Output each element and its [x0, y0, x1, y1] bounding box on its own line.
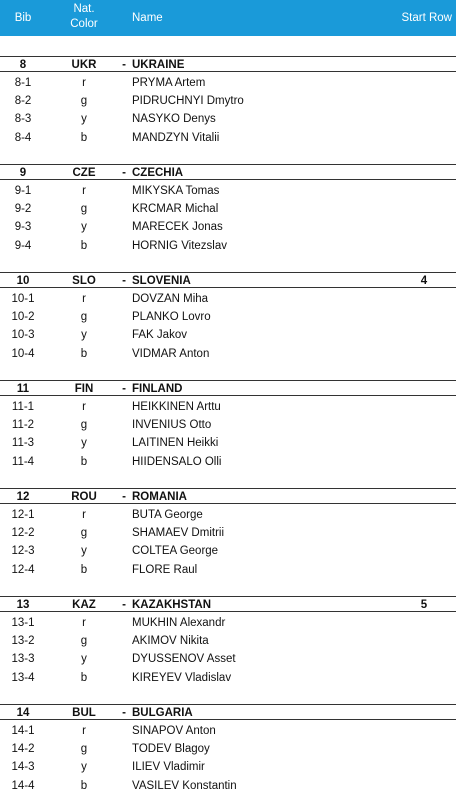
athlete-name: KRCMAR Michal — [132, 203, 219, 216]
team-dash: - — [122, 491, 126, 503]
athlete-bib: 8-3 — [14, 113, 32, 126]
athlete-color: g — [80, 311, 88, 324]
athlete-name: PRYMA Artem — [132, 77, 206, 89]
athlete-bib: 14-4 — [11, 779, 35, 792]
athlete-bib: 10-4 — [11, 347, 35, 360]
athlete-color: b — [80, 239, 88, 252]
athlete-name: HORNIG Vitezslav — [132, 239, 228, 252]
athlete-row — [0, 632, 456, 650]
athlete-bib: 12-2 — [11, 527, 35, 540]
athlete-name: INVENIUS Otto — [132, 419, 212, 432]
athlete-row — [0, 650, 456, 668]
athlete-row — [0, 182, 456, 200]
athlete-name: TODEV Blagoy — [132, 743, 210, 756]
team-name: ROMANIA — [132, 491, 187, 503]
team-dash: - — [122, 707, 126, 719]
athlete-color: y — [81, 761, 87, 774]
athlete-color: g — [80, 527, 88, 540]
athlete-bib: 8-1 — [14, 77, 32, 89]
athlete-row — [0, 434, 456, 452]
athlete-name: NASYKO Denys — [132, 113, 216, 126]
team-bib: 9 — [19, 167, 27, 179]
team-dash: - — [122, 59, 126, 71]
athlete-color: b — [80, 347, 88, 360]
athlete-row — [0, 398, 456, 416]
athlete-row — [0, 200, 456, 218]
athlete-row — [0, 308, 456, 326]
team-block — [0, 488, 456, 596]
athlete-color: y — [81, 545, 87, 558]
team-block — [0, 596, 456, 704]
athlete-bib: 9-2 — [14, 203, 32, 216]
team-name: KAZAKHSTAN — [132, 599, 212, 611]
athlete-bib: 11-3 — [11, 437, 35, 450]
athlete-color: g — [80, 635, 88, 648]
athlete-bib: 8-2 — [14, 95, 32, 108]
team-dash: - — [122, 383, 126, 395]
team-name: UKRAINE — [132, 59, 185, 71]
athlete-bib: 13-2 — [11, 635, 35, 648]
team-name: FINLAND — [132, 383, 183, 395]
athlete-name: KIREYEV Vladislav — [132, 671, 232, 684]
athlete-name: PIDRUCHNYI Dmytro — [132, 95, 244, 108]
athlete-color: b — [80, 779, 88, 792]
team-name: BULGARIA — [132, 707, 193, 719]
athlete-row — [0, 237, 456, 255]
athlete-row — [0, 345, 456, 363]
athlete-bib: 13-1 — [11, 617, 35, 629]
athlete-row — [0, 290, 456, 308]
athlete-bib: 9-3 — [14, 221, 32, 234]
header-color: Color — [70, 18, 98, 30]
athlete-bib: 13-3 — [11, 653, 35, 666]
team-header-row — [0, 596, 456, 612]
athlete-name: MUKHIN Alexandr — [132, 617, 226, 629]
team-block — [0, 164, 456, 272]
athlete-name: FAK Jakov — [132, 329, 187, 342]
header-nat-color — [62, 2, 106, 32]
team-nat: BUL — [72, 707, 96, 719]
athlete-name: DOVZAN Miha — [132, 293, 209, 305]
athlete-bib: 10-1 — [11, 293, 35, 305]
team-block — [0, 56, 456, 164]
header-start-row: Start Row — [401, 12, 452, 24]
athlete-name: COLTEA George — [132, 545, 219, 558]
header-bib: Bib — [14, 12, 32, 24]
athlete-bib: 12-1 — [11, 509, 35, 521]
team-bib: 8 — [19, 59, 27, 71]
athlete-color: y — [81, 329, 87, 342]
athlete-bib: 10-2 — [11, 311, 35, 324]
team-name: SLOVENIA — [132, 275, 191, 287]
athlete-name: AKIMOV Nikita — [132, 635, 209, 648]
team-block — [0, 380, 456, 488]
team-dash: - — [122, 167, 126, 179]
athlete-name: MIKYSKA Tomas — [132, 185, 220, 197]
team-header-row — [0, 164, 456, 180]
athlete-row — [0, 416, 456, 434]
team-bib: 11 — [16, 383, 30, 395]
table-header — [0, 0, 456, 36]
athlete-color: y — [81, 653, 87, 666]
team-header-row — [0, 488, 456, 504]
athlete-name: VASILEV Konstantin — [132, 779, 237, 792]
athlete-color: r — [82, 293, 86, 305]
athlete-name: DYUSSENOV Asset — [132, 653, 236, 666]
team-header-row — [0, 380, 456, 396]
athlete-name: HIIDENSALO Olli — [132, 455, 222, 468]
athlete-row — [0, 614, 456, 632]
athlete-color: g — [80, 203, 88, 216]
athlete-row — [0, 722, 456, 740]
athlete-color: b — [80, 455, 88, 468]
athlete-row — [0, 777, 456, 795]
athlete-color: r — [82, 401, 86, 413]
athlete-row — [0, 74, 456, 92]
team-header-row — [0, 56, 456, 72]
team-bib: 10 — [16, 275, 30, 287]
athlete-name: HEIKKINEN Arttu — [132, 401, 221, 413]
athlete-color: r — [82, 509, 86, 521]
athlete-row — [0, 92, 456, 110]
athlete-color: y — [81, 221, 87, 234]
athlete-bib: 12-4 — [11, 563, 35, 576]
athlete-name: BUTA George — [132, 509, 203, 521]
athlete-row — [0, 561, 456, 579]
athlete-row — [0, 542, 456, 560]
athlete-color: y — [81, 437, 87, 450]
team-bib: 14 — [16, 707, 30, 719]
athlete-color: b — [80, 131, 88, 144]
athlete-color: g — [80, 743, 88, 756]
athlete-color: r — [82, 77, 86, 89]
team-nat: SLO — [72, 275, 96, 287]
team-nat: FIN — [74, 383, 94, 395]
header-nat: Nat. — [73, 3, 95, 15]
athlete-bib: 11-4 — [11, 455, 35, 468]
athlete-bib: 11-2 — [11, 419, 35, 432]
athlete-row — [0, 110, 456, 128]
team-name: CZECHIA — [132, 167, 184, 179]
athlete-color: g — [80, 419, 88, 432]
athlete-row — [0, 740, 456, 758]
athlete-color: b — [80, 563, 88, 576]
athlete-bib: 9-1 — [14, 185, 32, 197]
athlete-name: MANDZYN Vitalii — [132, 131, 220, 144]
athlete-name: LAITINEN Heikki — [132, 437, 219, 450]
team-header-row — [0, 272, 456, 288]
athlete-row — [0, 506, 456, 524]
athlete-row — [0, 218, 456, 236]
athlete-name: VIDMAR Anton — [132, 347, 210, 360]
athlete-bib: 13-4 — [11, 671, 35, 684]
team-nat: ROU — [71, 491, 97, 503]
athlete-color: g — [80, 95, 88, 108]
team-bib: 13 — [16, 599, 30, 611]
athlete-bib: 14-1 — [11, 725, 35, 737]
athlete-bib: 14-3 — [11, 761, 35, 774]
team-block — [0, 272, 456, 380]
athlete-row — [0, 669, 456, 687]
team-nat: CZE — [72, 167, 96, 179]
header-name: Name — [132, 12, 163, 24]
athlete-row — [0, 524, 456, 542]
team-start-row: 4 — [420, 275, 428, 287]
team-start-row: 5 — [420, 599, 428, 611]
athlete-bib: 14-2 — [11, 743, 35, 756]
athlete-name: ILIEV Vladimir — [132, 761, 205, 774]
athlete-bib: 9-4 — [14, 239, 32, 252]
athlete-name: FLORE Raul — [132, 563, 198, 576]
athlete-color: r — [82, 725, 86, 737]
athlete-color: b — [80, 671, 88, 684]
team-dash: - — [122, 599, 126, 611]
athlete-color: r — [82, 185, 86, 197]
athlete-color: r — [82, 617, 86, 629]
athlete-row — [0, 326, 456, 344]
teams-list — [0, 56, 456, 812]
athlete-bib: 12-3 — [11, 545, 35, 558]
athlete-bib: 11-1 — [11, 401, 35, 413]
athlete-name: MARECEK Jonas — [132, 221, 223, 234]
athlete-name: PLANKO Lovro — [132, 311, 211, 324]
athlete-bib: 8-4 — [14, 131, 32, 144]
athlete-color: y — [81, 113, 87, 126]
athlete-bib: 10-3 — [11, 329, 35, 342]
athlete-name: SHAMAEV Dmitrii — [132, 527, 225, 540]
team-bib: 12 — [16, 491, 30, 503]
athlete-name: SINAPOV Anton — [132, 725, 216, 737]
team-dash: - — [122, 275, 126, 287]
team-nat: KAZ — [72, 599, 96, 611]
team-nat: UKR — [71, 59, 97, 71]
athlete-row — [0, 129, 456, 147]
athlete-row — [0, 453, 456, 471]
athlete-row — [0, 758, 456, 776]
team-header-row — [0, 704, 456, 720]
